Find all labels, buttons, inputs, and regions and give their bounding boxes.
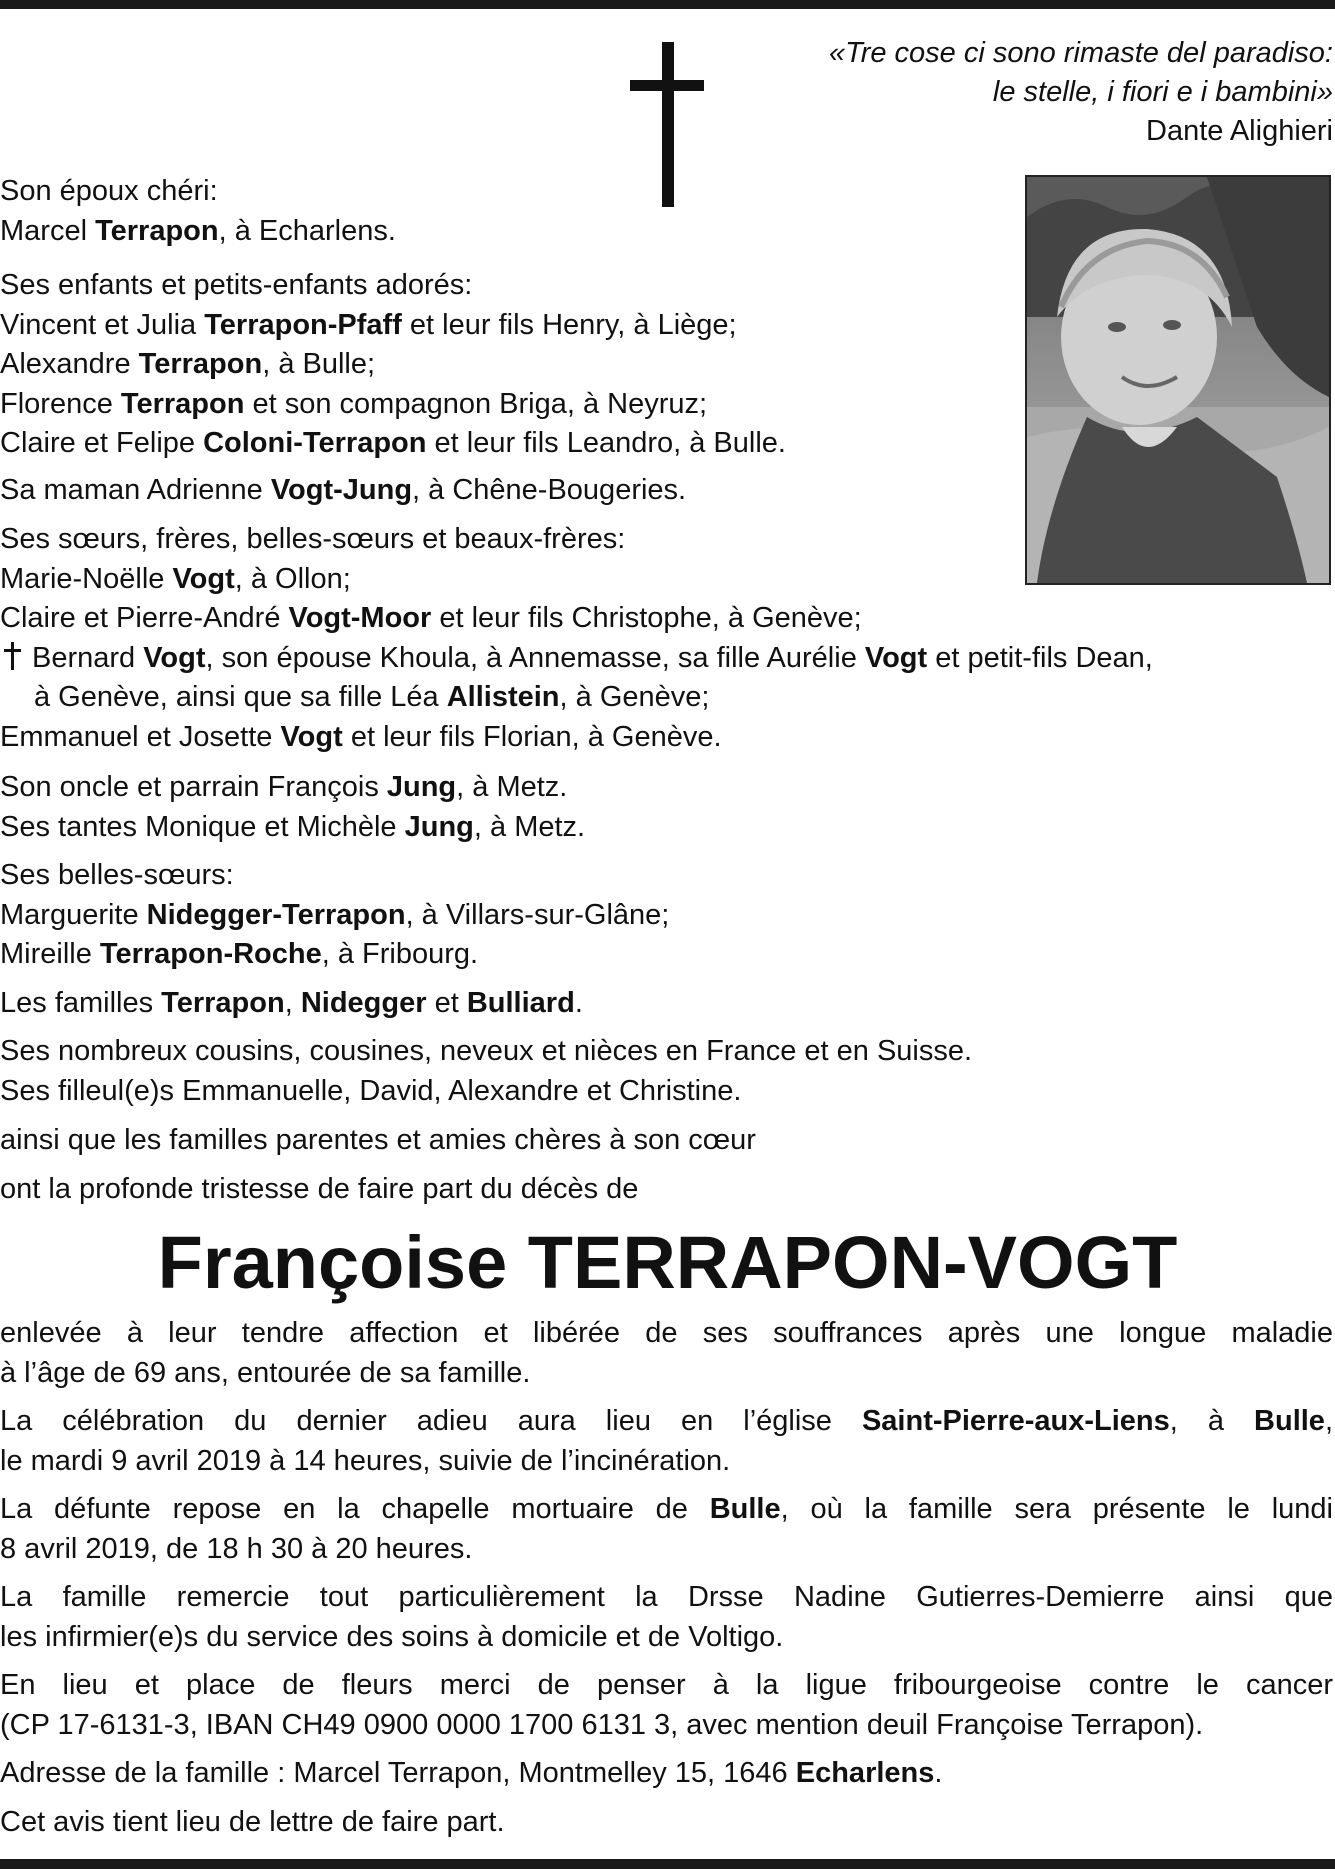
spouse-line: Marcel Terrapon, à Echarlens. <box>0 214 396 247</box>
children-heading: Ses enfants et petits-enfants adorés: <box>0 269 473 301</box>
inlaws-heading: Ses belles-sœurs: <box>0 859 234 891</box>
announce-block <box>0 1170 638 1210</box>
list-item: Florence Terrapon et son compagnon Briga, à Neyruz; <box>0 387 708 420</box>
small-cross-icon <box>0 642 26 670</box>
details-p2-line2: le mardi 9 avril 2019 à 14 heures, suivie de l’incinération. <box>0 1444 731 1477</box>
details-p4-line1: La famille remercie tout particulièrement la Drsse Nadine Gutierres-Demierre ainsi que <box>0 1581 1333 1613</box>
quote-line-1: «Tre cose ci sono rimaste del paradiso: <box>829 37 1333 69</box>
siblings-heading: Ses sœurs, frères, belles-sœurs et beaux-frères: <box>0 523 626 555</box>
details-p1-line1: enlevée à leur tendre affection et libérée de ses souffrances après une longue maladie <box>0 1317 1333 1349</box>
details-p4-line2: les infirmier(e)s du service des soins à domicile et de Voltigo. <box>0 1620 784 1653</box>
family-list <box>0 172 396 251</box>
top-rule <box>0 0 1335 9</box>
list-item: Alexandre Terrapon, à Bulle; <box>0 348 376 380</box>
children-list <box>0 266 786 464</box>
uncle-aunts <box>0 768 585 847</box>
address-line: Adresse de la famille : Marcel Terrapon, Montmelley 15, 1646 Echarlens. <box>0 1757 943 1789</box>
epigraph <box>829 34 1333 151</box>
godchildren-line: Ses filleul(e)s Emmanuelle, David, Alexandre et Christine. <box>0 1074 742 1107</box>
details-p2 <box>0 1402 1333 1481</box>
aunts-line: Ses tantes Monique et Michèle Jung, à Metz. <box>0 810 586 843</box>
closing-block <box>0 1803 505 1843</box>
spouse-heading: Son époux chéri: <box>0 175 218 207</box>
list-item: Vincent et Julia Terrapon-Pfaff et leur fils Henry, à Liège; <box>0 308 737 341</box>
list-item: Emmanuel et Josette Vogt et leur fils Florian, à Genève. <box>0 720 722 753</box>
list-item: Bernard Vogt, son épouse Khoula, à Annemasse, sa fille Aurélie Vogt et petit-fils Dean, <box>0 639 1153 679</box>
deceased-name: Françoise TERRAPON-VOGT <box>157 1221 1178 1304</box>
quote-author: Dante Alighieri <box>1146 115 1333 147</box>
latin-cross-icon <box>630 42 704 207</box>
cousins-line: Ses nombreux cousins, cousines, neveux et nièces en France et en Suisse. <box>0 1035 973 1067</box>
quote-line-2: le stelle, i fiori e i bambini» <box>992 76 1333 108</box>
mother-line: Sa maman Adrienne Vogt-Jung, à Chêne-Bougeries. <box>0 474 687 506</box>
closing-line: Cet avis tient lieu de lettre de faire part. <box>0 1806 505 1838</box>
details-p1 <box>0 1314 1333 1393</box>
inlaws-list <box>0 856 669 975</box>
list-item: Claire et Felipe Coloni-Terrapon et leur fils Leandro, à Bulle. <box>0 427 786 459</box>
list-item: à Genève, ainsi que sa fille Léa Allistein, à Genève; <box>34 681 710 713</box>
friends-line: ainsi que les familles parentes et amies chères à son cœur <box>0 1124 756 1156</box>
list-item: Marie-Noëlle Vogt, à Ollon; <box>0 562 351 595</box>
details-p2-line1: La célébration du dernier adieu aura lieu en l’église Saint-Pierre-aux-Liens, à Bulle, <box>0 1405 1333 1437</box>
details-p4 <box>0 1578 1333 1657</box>
list-item: Claire et Pierre-André Vogt-Moor et leur fils Christophe, à Genève; <box>0 602 862 634</box>
list-item: Mireille Terrapon-Roche, à Fribourg. <box>0 938 479 970</box>
details-p3-line2: 8 avril 2019, de 18 h 30 à 20 heures. <box>0 1532 473 1565</box>
friends-block <box>0 1121 756 1161</box>
announce-line: ont la profonde tristesse de faire part du décès de <box>0 1173 639 1205</box>
details-p1-line2: à l’âge de 69 ans, entourée de sa famille. <box>0 1356 531 1389</box>
address-block <box>0 1754 942 1794</box>
cousins-block <box>0 1032 972 1111</box>
details-p5 <box>0 1666 1333 1745</box>
list-item: Marguerite Nidegger-Terrapon, à Villars-sur-Glâne; <box>0 898 670 931</box>
bottom-rule <box>0 1859 1335 1869</box>
details-p3 <box>0 1490 1333 1569</box>
details-p5-line2: (CP 17-6131-3, IBAN CH49 0900 0000 1700 6131 3, avec mention deuil Françoise Terrapon). <box>0 1708 1204 1741</box>
details-p3-line1: La défunte repose en la chapelle mortuaire de Bulle, où la famille sera présente le lundi <box>0 1493 1333 1525</box>
siblings-list <box>0 520 1153 757</box>
details-p5-line1: En lieu et place de fleurs merci de penser à la ligue fribourgeoise contre le cancer <box>0 1669 1333 1701</box>
families-line: Les familles Terrapon, Nidegger et Bulliard. <box>0 987 583 1019</box>
uncle-line: Son oncle et parrain François Jung, à Metz. <box>0 771 568 803</box>
